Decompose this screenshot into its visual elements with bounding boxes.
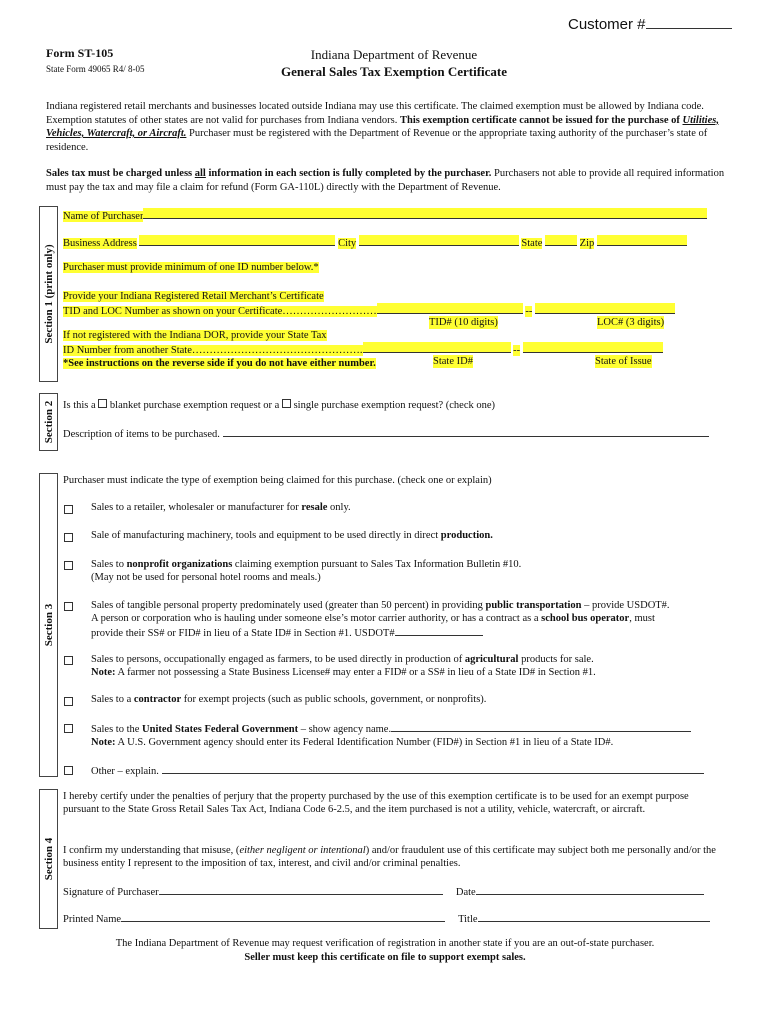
signature-row: [63, 884, 723, 898]
state-of-issue-input[interactable]: [523, 342, 663, 353]
items-description-field[interactable]: [63, 426, 709, 440]
certification-statement: I hereby certify under the penalties of perjury that the property purchased by the use of this exemption certificate is to be used for an exempt purpose pursuant to the State Gross Retail Sales Tax Act, Indiana Code 6-2.5, and the item purchased is not a utility, vehicle, watercraft, or aircraft.: [63, 791, 689, 815]
section-2-tab: Section 2: [39, 393, 58, 451]
state-id-block: If not registered with the Indiana DOR, provide your State Tax ID Number from another State…………………………………………. -- *See instructions on the reverse side if you do not have either number. State ID# State of Issue: [63, 329, 723, 370]
seller-retention-note: Seller must keep this certificate on file to support exempt sales.: [244, 952, 526, 963]
usdot-input[interactable]: [395, 625, 483, 636]
purchaser-name-field[interactable]: [63, 208, 715, 223]
printed-name-row: [63, 911, 723, 925]
state-label: State: [521, 238, 543, 249]
tid-caption: TID# (10 digits): [429, 317, 498, 328]
customer-number-label: Customer #: [568, 16, 646, 33]
misuse-statement: I confirm my understanding that misuse, (either negligent or intentional) and/or fraudulent use of this certificate may subject both me personally and/or the business entity I represent to the imposition of tax, interest, and civil and/or criminal penalties.: [63, 845, 716, 869]
tid-block: Provide your Indiana Registered Retail Merchant’s Certificate TID and LOC Number as shown on your Certificate……………………… -- TID# (10 digits) LOC# (3 digits): [63, 290, 723, 318]
option-federal: Sales to the United States Federal Government – show agency name. Note: A U.S. Government agency should enter its Federal Identification Number (FID#) in Section #1 in lieu of a State ID#.: [91, 721, 741, 749]
id-requirement-note: Purchaser must provide minimum of one ID number below.*: [63, 262, 319, 273]
section-3-tab: Section 3: [39, 473, 58, 777]
business-address-label: Business Address: [63, 238, 137, 249]
form-revision: State Form 49065 R4/ 8-05: [46, 64, 145, 74]
zip-label: Zip: [579, 238, 595, 249]
date-input[interactable]: [476, 884, 704, 895]
state-id-caption: State ID#: [433, 356, 473, 367]
section-1-tab: Section 1 (print only): [39, 206, 58, 382]
option-agricultural-checkbox[interactable]: [64, 656, 73, 665]
option-contractor: Sales to a contractor for exempt projects (such as public schools, government, or nonprofits).: [91, 694, 487, 705]
option-nonprofit-checkbox[interactable]: [64, 561, 73, 570]
loc-caption: LOC# (3 digits): [597, 317, 665, 328]
option-resale: Sales to a retailer, wholesaler or manufacturer for resale only.: [91, 502, 351, 513]
tid-input[interactable]: [377, 303, 523, 314]
other-explain-input[interactable]: [162, 763, 704, 774]
option-other: Other – explain.: [91, 763, 741, 777]
agency-name-input[interactable]: [391, 721, 691, 732]
agency-name: Indiana Department of Revenue: [310, 47, 478, 62]
option-transportation: Sales of tangible personal property predominately used (greater than 50 percent) in providing public transportation – provide USDOT#. A person or corporation who is hauling under someone else’s motor carrier authority, or has a contract as a school bus operator, must provide their SS# or FID# in lieu of a State ID# in Section #1. USDOT#: [91, 600, 670, 639]
title-input[interactable]: [478, 911, 710, 922]
customer-number-field[interactable]: [568, 14, 732, 33]
option-other-checkbox[interactable]: [64, 766, 73, 775]
signature-input[interactable]: [159, 884, 443, 895]
option-agricultural: Sales to persons, occupationally engaged as farmers, to be used directly in production of agricultural products for sale. Note: A farmer not possessing a State Business License# may enter a FID# or a SS# in lieu of a State ID# in Section #1.: [91, 654, 596, 678]
instructions-note: *See instructions on the reverse side if you do not have either number.: [63, 358, 376, 369]
date-label: Date: [455, 887, 476, 898]
business-address-row: [63, 235, 723, 250]
option-nonprofit: Sales to nonprofit organizations claiming exemption pursuant to Sales Tax Information Bulletin #10. (May not be used for personal hotel rooms and meals.): [91, 559, 522, 583]
zip-input[interactable]: [597, 235, 687, 246]
page-title: General Sales Tax Exemption Certificate: [280, 64, 508, 79]
section-4-tab: Section 4: [39, 789, 58, 929]
option-transportation-checkbox[interactable]: [64, 602, 73, 611]
city-input[interactable]: [359, 235, 519, 246]
option-production: Sale of manufacturing machinery, tools and equipment to be used directly in direct production.: [91, 530, 493, 541]
state-id-input[interactable]: [363, 342, 511, 353]
option-resale-checkbox[interactable]: [64, 505, 73, 514]
city-label: City: [338, 238, 357, 249]
title-label: Title: [458, 914, 478, 925]
single-checkbox[interactable]: [282, 399, 291, 408]
signature-label: Signature of Purchaser: [63, 887, 159, 898]
option-production-checkbox[interactable]: [64, 533, 73, 542]
printed-name-input[interactable]: [121, 911, 445, 922]
items-description-label: Description of items to be purchased.: [63, 429, 220, 440]
exemption-request-type: Is this a blanket purchase exemption request or a single purchase exemption request? (check one): [63, 400, 496, 411]
business-address-input[interactable]: [139, 235, 335, 246]
printed-name-label: Printed Name: [63, 914, 122, 925]
verification-note: The Indiana Department of Revenue may request verification of registration in another state if you are an out-of-state purchaser.: [115, 938, 655, 949]
tax-notice-paragraph: Sales tax must be charged unless all information in each section is fully completed by the purchaser. Purchasers not able to provide all required information must pay the tax and may file a claim for refund (Form GA-110L) directly with the Department of Revenue.: [46, 168, 725, 193]
option-federal-checkbox[interactable]: [64, 724, 73, 733]
option-contractor-checkbox[interactable]: [64, 697, 73, 706]
form-id: Form ST-105: [46, 46, 114, 60]
state-input[interactable]: [545, 235, 577, 246]
intro-paragraph: Indiana registered retail merchants and businesses located outside Indiana may use this certificate. The claimed exemption must be allowed by Indiana code. Exemption statutes of other states are not valid for purchases from Indiana vendors. This exemption certificate cannot be issued for the purchase of Utilities, Vehicles, Watercraft, or Aircraft. Purchaser must be registered with the Department of Revenue or the appropriate taxing authority of the purchaser’s state of residence.: [46, 101, 719, 153]
exemption-type-intro: Purchaser must indicate the type of exemption being claimed for this purchase. (check one or explain): [63, 475, 492, 486]
purchaser-name-label: Name of Purchaser: [63, 211, 144, 222]
loc-input[interactable]: [535, 303, 675, 314]
state-of-issue-caption: State of Issue: [595, 356, 652, 367]
blanket-checkbox[interactable]: [98, 399, 107, 408]
